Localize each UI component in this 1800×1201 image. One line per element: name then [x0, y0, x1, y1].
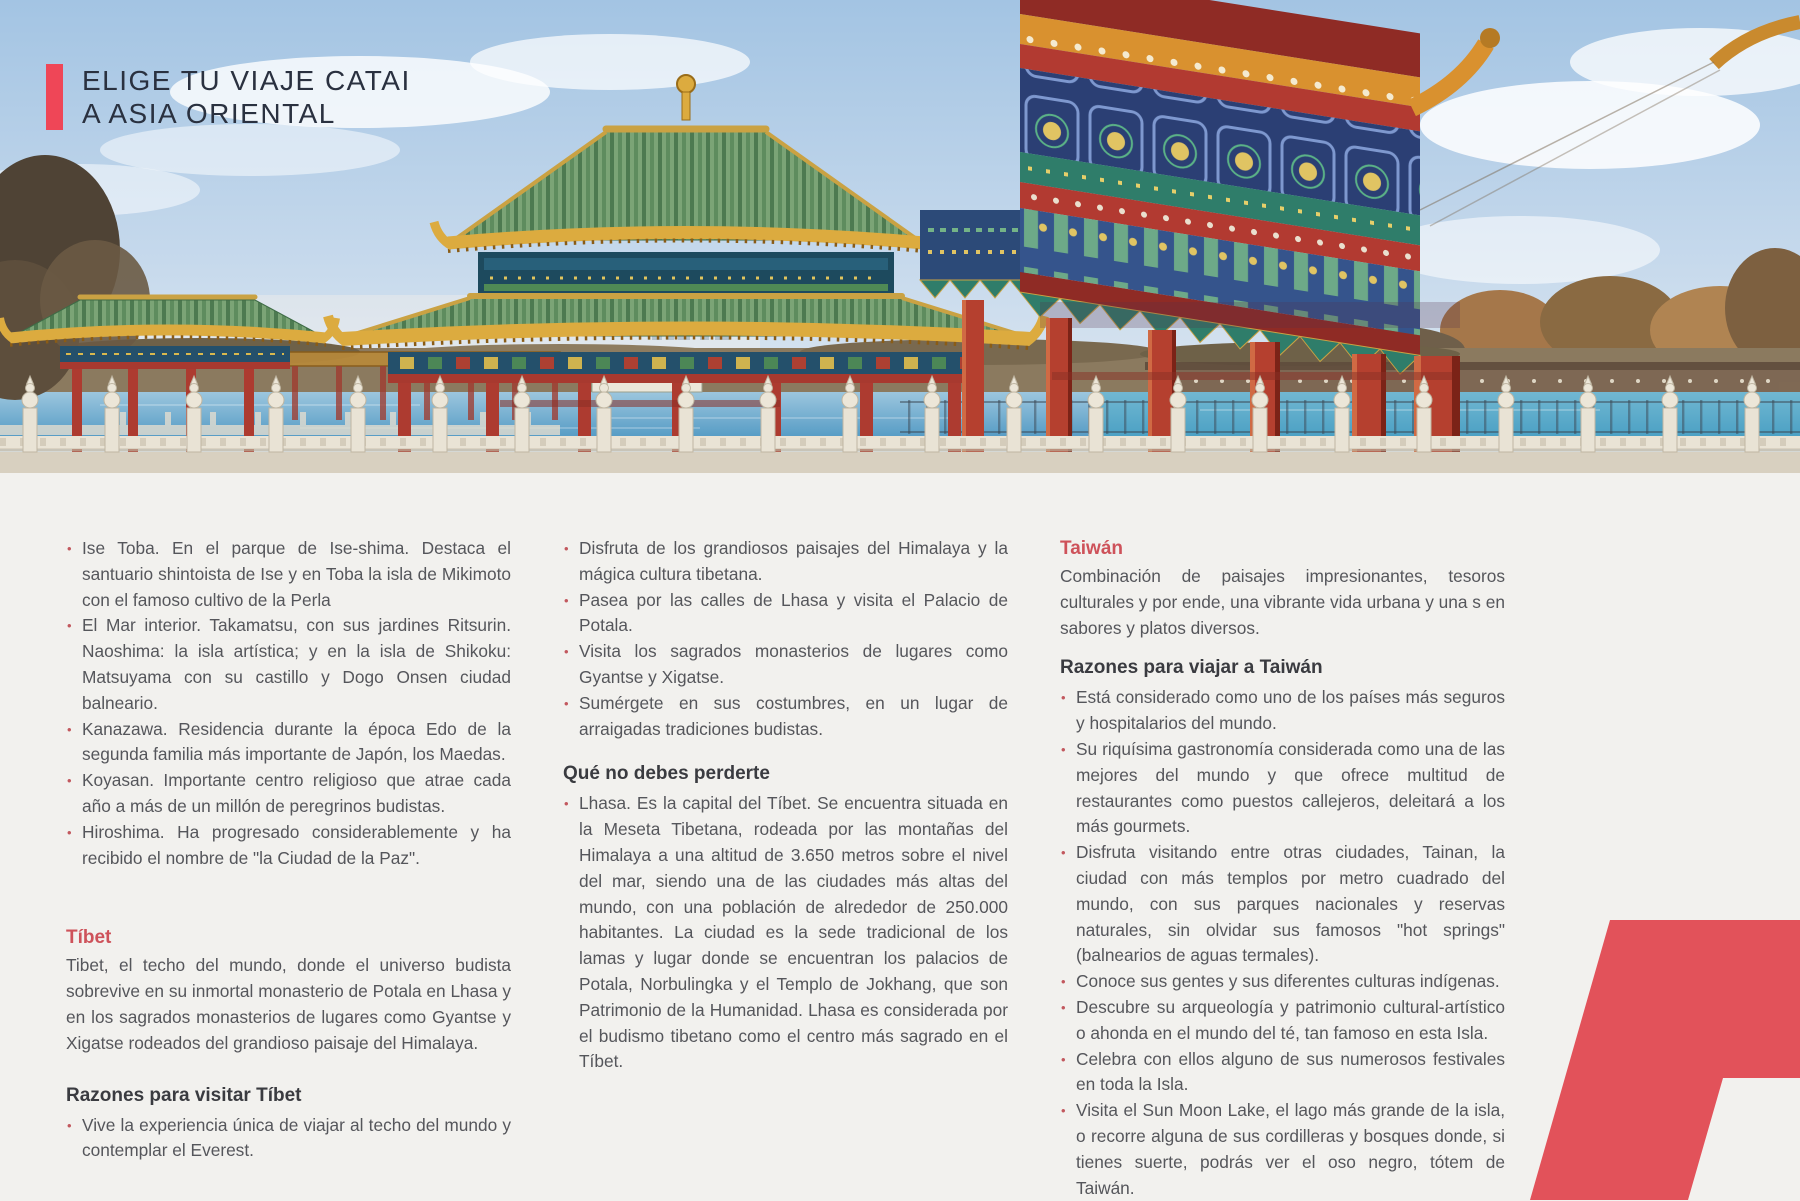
list-item: • Visita los sagrados monasterios de lugares como Gyantse y Xigatse.	[563, 639, 1008, 691]
list-item: • Ise Toba. En el parque de Ise-shima. Destaca el santuario shintoista de Ise y en Toba la isla de Mikimoto con el famoso cultivo de la Perla	[66, 536, 511, 613]
list-item: • Su riquísima gastronomía considerada como una de las mejores del mundo y que ofrece multitud de restaurantes como puestos callejeros, deleitará a los más gourmets.	[1060, 737, 1505, 840]
list-item: • Vive la experiencia única de viajar al techo del mundo y contemplar el Everest.	[66, 1113, 511, 1165]
page-title	[46, 64, 411, 130]
hero-photo-temple	[0, 0, 1800, 473]
list-item: • Disfruta de los grandiosos paisajes del Himalaya y la mágica cultura tibetana.	[563, 536, 1008, 588]
list-item: • Disfruta visitando entre otras ciudades, Tainan, la ciudad con más templos por metro cuadrado del mundo, con sus parques nacionales y reservas naturales, sin olvidar sus famosos "hot springs" (balnearios de aguas termales).	[1060, 840, 1505, 969]
tibet-heading: Tíbet	[66, 927, 112, 949]
list-item: • Koyasan. Importante centro religioso que atrae cada año a más de un millón de peregrinos budistas.	[66, 768, 511, 820]
title-line-2: A ASIA ORIENTAL	[82, 98, 336, 129]
title-accent-bar	[46, 64, 63, 130]
list-item: • Hiroshima. Ha progresado considerablemente y ha recibido el nombre de "la Ciudad de la Paz".	[66, 820, 511, 872]
list-item: • Pasea por las calles de Lhasa y visita el Palacio de Potala.	[563, 588, 1008, 640]
list-item: • El Mar interior. Takamatsu, con sus jardines Ritsurin. Naoshima: la isla artística; y en la isla de Shikoku: Matsuyama con su castillo y Dogo Onsen ciudad balneario.	[66, 613, 511, 716]
tibet-reasons-heading: Razones para visitar Tíbet	[66, 1084, 302, 1106]
column-tibet-detail	[563, 536, 1008, 1201]
must-see-list	[563, 791, 1008, 1075]
must-see-heading: Qué no debes perderte	[563, 763, 770, 785]
tibet-paragraph: Tibet, el techo del mundo, donde el universo budista sobrevive en su inmortal monasterio de Potala en Lhasa y en los sagrados monasterios de lugares como Gyantse y Xigatse rodeados del grandioso paisaje del Himalaya.	[66, 955, 511, 1053]
japan-highlights-list	[66, 536, 511, 871]
taiwan-reasons-heading: Razones para viajar a Taiwán	[1060, 657, 1323, 679]
taiwan-reasons-list	[1060, 685, 1505, 1201]
list-item: • Sumérgete en sus costumbres, en un lugar de arraigadas tradiciones budistas.	[563, 691, 1008, 743]
list-item: • Está considerado como uno de los países más seguros y hospitalarios del mundo.	[1060, 685, 1505, 737]
tibet-reasons-list	[66, 1113, 511, 1165]
title-line-1: ELIGE TU VIAJE CATAI	[82, 65, 411, 96]
list-item: • Conoce sus gentes y sus diferentes culturas indígenas.	[1060, 969, 1505, 995]
taiwan-paragraph: Combinación de paisajes impresionantes, tesoros culturales y por ende, una vibrante vida urbana y una s en sabores y platos diversos.	[1060, 566, 1505, 638]
tibet-highlights-list	[563, 536, 1008, 742]
list-item: • Lhasa. Es la capital del Tíbet. Se encuentra situada en la Meseta Tibetana, rodeada por las montañas del Himalaya a una altitud de 3.650 metros sobre el nivel del mar, siendo una de las ciudades más altas del mundo, con una población de alrededor de 250.000 habitantes. La ciudad es la sede tradicional de los lamas y lugar donde se encuentran los palacios de Potala, Norbulingka y el Templo de Jokhang, que son Patrimonio de la Humanidad. Lhasa es considerada por el budismo tibetano como el centro más sagrado en el Tíbet.	[563, 791, 1008, 1075]
column-taiwan	[1060, 536, 1505, 1201]
taiwan-heading: Taiwán	[1060, 538, 1123, 559]
list-item: • Celebra con ellos alguno de sus numerosos festivales en toda la Isla.	[1060, 1047, 1505, 1099]
content-area	[0, 473, 1800, 1200]
list-item: • Descubre su arqueología y patrimonio cultural-artístico o ahonda en el mundo del té, tan famoso en esta Isla.	[1060, 995, 1505, 1047]
list-item: • Kanazawa. Residencia durante la época Edo de la segunda familia más importante de Japón, los Maedas.	[66, 717, 511, 769]
list-item: • Visita el Sun Moon Lake, el lago más grande de la isla, o recorre alguna de sus cordilleras y bosques donde, si tienes suerte, podrás ver el oso negro, tótem de Taiwán.	[1060, 1098, 1505, 1201]
column-japan-tibet	[66, 536, 511, 1201]
